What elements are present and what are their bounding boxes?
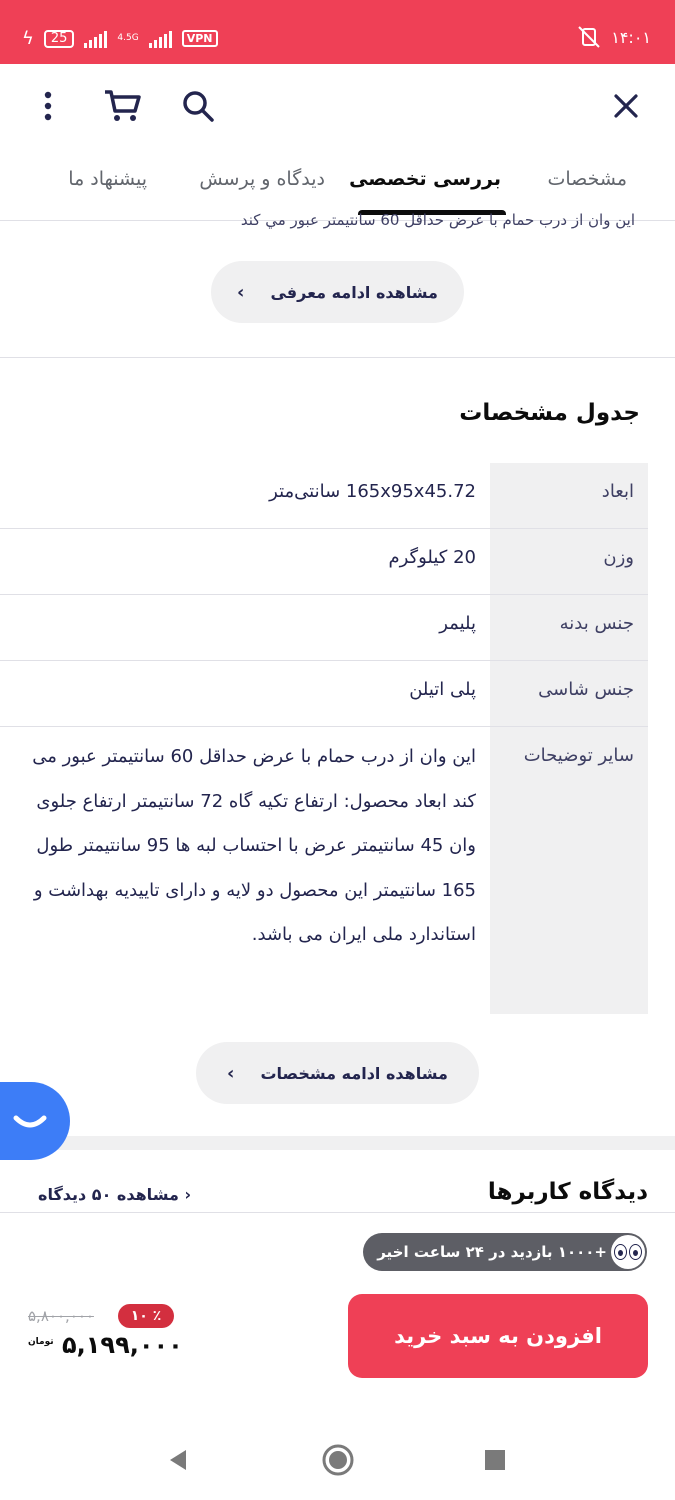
- spec-value: 20 کیلوگرم: [388, 547, 476, 568]
- spec-row: [0, 529, 648, 595]
- clock: ۱۴:۰۱: [611, 27, 651, 47]
- spec-key-cell: ابعاد: [490, 463, 648, 528]
- show-more-specs-label: مشاهده ادامه مشخصات: [260, 1063, 448, 1083]
- eyes-icon: [611, 1235, 645, 1269]
- status-left: [22, 28, 218, 49]
- show-more-intro-label: مشاهده ادامه معرفی: [270, 282, 438, 302]
- home-nav-icon[interactable]: [321, 1443, 355, 1477]
- view-reviews-link[interactable]: [38, 1185, 199, 1204]
- smile-icon: [0, 1082, 70, 1160]
- status-right: [577, 26, 651, 48]
- add-to-cart-button[interactable]: افزودن به سبد خرید: [348, 1294, 648, 1378]
- spec-value-description: این وان از درب حمام با عرض حداقل 60 سانتیمتر عبور می کند ابعاد محصول: ارتفاع تکیه گاه 72 سانتیمتر ارتفاع جلوی وان 45 سانتیمتر عرض با احتساب لبه ها 95 سانتیمتر طول 165 سانتیمتر این محصول دو لایه و دارای تاییدیه بهداشت و استاندارد ملی ایران می باشد.: [32, 746, 476, 945]
- spec-row: [0, 463, 648, 529]
- visits-badge: [363, 1233, 647, 1271]
- spec-key-cell: سایر توضیحات: [490, 727, 648, 1014]
- tab-suggestions[interactable]: پیشنهاد ما: [68, 168, 147, 190]
- spec-value: پلی اتیلن: [409, 679, 476, 700]
- chat-support-button[interactable]: [0, 1082, 70, 1160]
- currency-label: تومان: [28, 1337, 54, 1347]
- chevron-left-icon: ‹: [227, 1062, 235, 1084]
- back-nav-icon[interactable]: [166, 1448, 190, 1472]
- spec-value: پلیمر: [439, 613, 476, 634]
- vpn-badge: VPN: [182, 30, 218, 47]
- tab-specs[interactable]: مشخصات: [547, 168, 627, 190]
- battery-level: 25: [44, 30, 75, 48]
- cart-icon[interactable]: [102, 86, 142, 126]
- section-divider: [0, 357, 675, 358]
- current-price: ۵,۱۹۹,۰۰۰: [62, 1331, 183, 1359]
- intro-text-clipped: اين وان از درب حمام با عرض حداقل 60 سانتيمتر عبور مي كند: [240, 211, 635, 229]
- show-more-intro-button[interactable]: [211, 261, 464, 323]
- network-type: 4.5G: [117, 33, 139, 43]
- top-app-bar: [0, 64, 675, 148]
- recents-nav-icon[interactable]: [484, 1449, 506, 1471]
- old-price: ۵,۸۰۰,۰۰۰: [28, 1307, 94, 1325]
- system-nav-bar: [0, 1418, 675, 1500]
- spec-row: [0, 661, 648, 727]
- specs-title: جدول مشخصات: [459, 400, 640, 426]
- visits-text: +۱۰۰۰ بازدید در ۲۴ ساعت اخیر: [377, 1243, 607, 1261]
- spec-value: 165x95x45.72 سانتی‌متر: [269, 481, 476, 502]
- view-reviews-label: مشاهده ۵۰ دیدگاه: [38, 1185, 179, 1204]
- reviews-title: دیدگاه کاربرها: [487, 1179, 648, 1205]
- spec-key-cell: جنس شاسی: [490, 661, 648, 726]
- mute-vibrate-icon: [577, 26, 601, 48]
- chevron-left-icon: ‹: [184, 1185, 192, 1204]
- signal-icon-2: [149, 30, 172, 48]
- show-more-specs-button[interactable]: [196, 1042, 479, 1104]
- charging-icon: ϟ: [22, 28, 34, 49]
- spec-key-cell: وزن: [490, 529, 648, 594]
- section-separator: [0, 1136, 675, 1150]
- more-options-icon[interactable]: [28, 86, 68, 126]
- search-icon[interactable]: [178, 86, 218, 126]
- spec-row: [0, 727, 648, 1014]
- status-bar: [0, 0, 675, 64]
- spec-row: [0, 595, 648, 661]
- tab-reviews-questions[interactable]: دیدگاه و پرسش: [199, 168, 325, 190]
- tab-expert-review[interactable]: بررسی تخصصی: [349, 168, 501, 190]
- discount-badge: ۱۰ ٪: [118, 1304, 174, 1328]
- signal-icon: [84, 30, 107, 48]
- spec-key-cell: جنس بدنه: [490, 595, 648, 660]
- chevron-left-icon: ‹: [237, 281, 245, 303]
- close-icon[interactable]: [606, 86, 646, 126]
